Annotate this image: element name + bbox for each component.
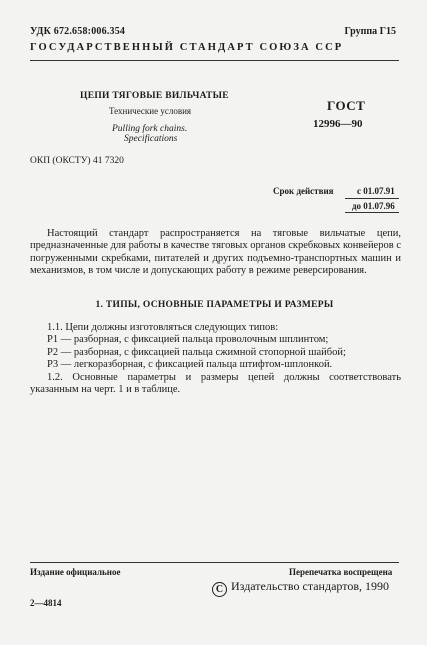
- standard-heading: ГОСУДАРСТВЕННЫЙ СТАНДАРТ СОЮЗА ССР: [30, 42, 344, 53]
- copyright-line: [212, 579, 389, 597]
- document-subtitle: Технические условия: [109, 106, 192, 116]
- validity-label: Срок действия: [273, 186, 334, 196]
- paragraph-1-1: 1.1. Цепи должны изготовляться следующих типов:: [47, 322, 279, 333]
- validity-divider: [345, 198, 399, 199]
- validity-from: с 01.07.91: [357, 186, 395, 196]
- reprint-notice: Перепечатка воспрещена: [289, 567, 393, 577]
- validity-to: до 01.07.96: [352, 201, 395, 211]
- gost-label: ГОСТ: [327, 98, 366, 113]
- udk-code: УДК 672.658:006.354: [30, 26, 126, 37]
- intro-paragraph: Настоящий стандарт распространяется на тяговые вильчатые цепи, предназначенные для работы в качестве тяговых органов скребковых конвейеров с погруженными скребками, питателей и других подъемно-транспортных машин и механизмов, в том числе и допускающих работу в режиме реверсирования.: [30, 228, 401, 277]
- print-number: 2—4814: [30, 598, 62, 608]
- header-divider: [30, 60, 399, 61]
- section-heading: 1. ТИПЫ, ОСНОВНЫЕ ПАРАМЕТРЫ И РАЗМЕРЫ: [95, 300, 334, 310]
- type-p3: Р3 — легкоразборная, с фиксацией пальца штифтом-шплонкой.: [47, 359, 333, 371]
- copyright-icon: C: [212, 582, 227, 597]
- gost-number: 12996—90: [313, 118, 363, 130]
- paragraph-1-2: 1.2. Основные параметры и размеры цепей должны соответствовать указанным на черт. 1 и в таблице.: [30, 371, 401, 396]
- section-body: [30, 322, 401, 396]
- footer-divider: [30, 562, 399, 563]
- okp-code: ОКП (ОКСТУ) 41 7320: [30, 156, 124, 166]
- group-code: Группа Г15: [344, 26, 396, 37]
- copyright-text: Издательство стандартов, 1990: [231, 579, 389, 593]
- validity-underline: [345, 212, 399, 213]
- english-subtitle: Specifications: [124, 134, 178, 144]
- document-title: ЦЕПИ ТЯГОВЫЕ ВИЛЬЧАТЫЕ: [80, 91, 229, 101]
- type-p1: Р1 — разборная, с фиксацией пальца проволочным шплинтом;: [47, 334, 329, 346]
- english-title: Pulling fork chains.: [112, 124, 188, 134]
- official-edition: Издание официальное: [30, 567, 121, 577]
- type-p2: Р2 — разборная, с фиксацией пальца сжимной стопорной шайбой;: [47, 346, 346, 358]
